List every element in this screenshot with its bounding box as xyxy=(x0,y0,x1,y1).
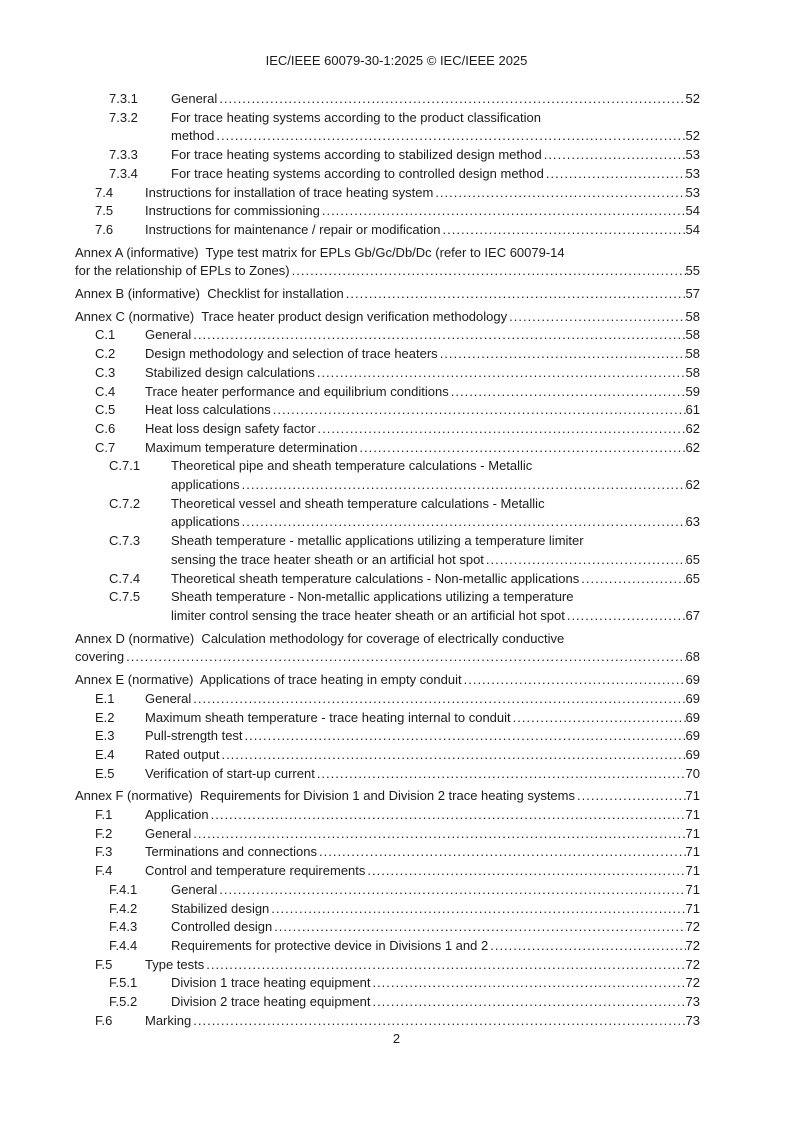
toc-entry-number: 7.3.1 xyxy=(109,91,138,106)
dot-leader xyxy=(511,709,686,728)
toc-entry-number: C.7.1 xyxy=(109,458,141,474)
toc-entry-text: Trace heater performance and equilibrium conditions xyxy=(145,383,449,399)
toc-entry-text: General xyxy=(171,881,218,897)
toc-entry[interactable] xyxy=(75,881,700,900)
toc-entry-line xyxy=(145,326,700,345)
toc-entry-number: 7.3.2 xyxy=(109,109,138,125)
toc-entry[interactable] xyxy=(75,974,700,993)
toc-entry[interactable] xyxy=(75,146,700,165)
toc-entry[interactable] xyxy=(75,787,700,806)
toc-entry-line xyxy=(171,588,700,607)
dot-leader xyxy=(315,364,686,383)
toc-entry-text: Instructions for installation of trace heating system xyxy=(145,184,434,200)
toc-entry-number: C.5 xyxy=(95,402,116,418)
toc-entry-line xyxy=(145,843,700,862)
toc-entry[interactable] xyxy=(75,671,700,690)
toc-entry-text: Annex E (normative) Applications of trace heating in empty conduit xyxy=(75,672,462,688)
toc-entry-text: General xyxy=(171,91,218,106)
dot-leader xyxy=(315,765,686,784)
toc-entry-line xyxy=(145,956,700,975)
toc-entry[interactable] xyxy=(75,495,700,532)
toc-entry-number: C.7.2 xyxy=(109,495,141,511)
toc-page-number: 61 xyxy=(685,402,700,418)
toc-entry-text: Stabilized design xyxy=(171,900,270,916)
toc-entry-number: C.6 xyxy=(95,420,116,436)
toc-entry-line xyxy=(171,993,700,1012)
toc-entry-text: Theoretical sheath temperature calculations - Non-metallic applications xyxy=(171,570,580,586)
toc-page-number: 58 xyxy=(685,346,700,362)
toc-entry-line xyxy=(145,806,700,825)
toc-entry[interactable] xyxy=(75,221,700,240)
dot-leader xyxy=(214,127,685,146)
toc-entry-text: Instructions for commissioning xyxy=(145,203,320,219)
toc-entry-text: Division 1 trace heating equipment xyxy=(171,975,371,991)
toc-page-number: 52 xyxy=(685,91,700,106)
toc-entry-number: C.1 xyxy=(95,327,116,343)
dot-leader xyxy=(269,900,685,919)
toc-entry-text: Theoretical vessel and sheath temperature calculations - Metallic xyxy=(171,495,545,511)
toc-entry-line xyxy=(171,570,700,589)
dot-leader xyxy=(272,918,685,937)
toc-entry-text: Marking xyxy=(145,1012,192,1028)
toc-page-number: 71 xyxy=(685,863,700,879)
dot-leader xyxy=(240,476,686,495)
toc-entry-text: Application xyxy=(145,807,209,823)
toc-entry-number: C.7.5 xyxy=(109,589,141,605)
dot-leader xyxy=(449,383,686,402)
toc-entry-number: C.7 xyxy=(95,439,116,455)
toc-entry-line xyxy=(145,221,700,240)
toc-entry[interactable] xyxy=(75,532,700,569)
toc-page-number: 65 xyxy=(685,570,700,586)
toc-entry-line xyxy=(171,513,700,532)
toc-entry-line xyxy=(145,862,700,881)
toc-page-number: 69 xyxy=(685,709,700,725)
toc-entry-line xyxy=(145,709,700,728)
toc-entry-number: F.1 xyxy=(95,807,113,823)
toc-entry[interactable] xyxy=(75,900,700,919)
toc-entry[interactable] xyxy=(75,401,700,420)
toc-entry-line xyxy=(171,532,700,551)
toc-entry-text: Terminations and connections xyxy=(145,844,317,860)
toc-entry-text: Heat loss design safety factor xyxy=(145,420,316,436)
toc-entry[interactable] xyxy=(75,843,700,862)
toc-entry-line xyxy=(171,937,700,956)
toc-entry-line xyxy=(75,787,700,806)
page-footer-number: 2 xyxy=(392,1031,401,1046)
toc-entry-text: For trace heating systems according to stabilized design method xyxy=(171,147,542,163)
dot-leader xyxy=(575,787,686,806)
dot-leader xyxy=(191,1012,685,1031)
toc-entry-number: F.2 xyxy=(95,825,113,841)
toc-page-number: 57 xyxy=(685,286,700,302)
toc-entry-number: 7.5 xyxy=(95,203,114,219)
dot-leader xyxy=(191,690,685,709)
toc-entry-number: F.3 xyxy=(95,844,113,860)
toc-entry-text: Sheath temperature - Non-metallic applications utilizing a temperature xyxy=(171,589,574,605)
dot-leader xyxy=(124,648,685,667)
toc-page-number: 69 xyxy=(685,672,700,688)
toc-entry-line xyxy=(75,648,700,667)
toc-page-number: 53 xyxy=(685,147,700,163)
dot-leader xyxy=(204,956,685,975)
toc-entry-text: For trace heating systems according to controlled design method xyxy=(171,165,544,181)
toc-entry-number: E.2 xyxy=(95,709,115,725)
dot-leader xyxy=(441,221,686,240)
toc-entry-number: 7.3.3 xyxy=(109,147,138,163)
toc-entry[interactable] xyxy=(75,588,700,625)
toc-page-number: 55 xyxy=(685,263,700,279)
toc-entry-line xyxy=(75,308,700,327)
toc-entry-line xyxy=(171,900,700,919)
toc-entry[interactable] xyxy=(75,746,700,765)
toc-entry-number: 7.6 xyxy=(95,221,114,237)
toc-entry-line xyxy=(75,671,700,690)
toc-entry[interactable] xyxy=(75,202,700,221)
toc-entry[interactable] xyxy=(75,184,700,203)
toc-entry-text: Heat loss calculations xyxy=(145,402,271,418)
toc-entry-line xyxy=(171,974,700,993)
toc-entry-text: Division 2 trace heating equipment xyxy=(171,994,371,1010)
dot-leader xyxy=(209,806,686,825)
toc-entry-line xyxy=(75,285,700,304)
toc-entry-text: Annex B (informative) Checklist for installation xyxy=(75,286,344,302)
toc-page-number: 62 xyxy=(685,439,700,455)
toc-entry-number: F.5.2 xyxy=(109,994,138,1010)
dot-leader xyxy=(507,308,685,327)
toc-entry[interactable] xyxy=(75,862,700,881)
toc-page-number: 72 xyxy=(685,956,700,972)
toc-entry-text: Type tests xyxy=(145,956,205,972)
toc-page-number: 72 xyxy=(685,975,700,991)
toc-entry-line xyxy=(75,244,700,263)
toc-page-number: 72 xyxy=(685,919,700,935)
toc-entry-text: sensing the trace heater sheath or an artificial hot spot xyxy=(171,551,484,567)
toc-entry-text: Verification of start-up current xyxy=(145,765,315,781)
dot-leader xyxy=(462,671,686,690)
dot-leader xyxy=(320,202,686,221)
toc-entry-line xyxy=(145,727,700,746)
toc-entry[interactable] xyxy=(75,690,700,709)
toc-entry[interactable] xyxy=(75,937,700,956)
toc-entry-text: Annex A (informative) Type test matrix for EPLs Gb/Gc/Db/Dc (refer to IEC 60079-14 xyxy=(75,244,565,260)
toc-entry-number: C.2 xyxy=(95,346,116,362)
toc-page-number: 73 xyxy=(685,1012,700,1028)
toc-entry-text: for the relationship of EPLs to Zones) xyxy=(75,263,290,279)
dot-leader xyxy=(316,420,686,439)
toc-entry[interactable] xyxy=(75,727,700,746)
toc-page-number: 65 xyxy=(685,551,700,567)
toc-page-number: 58 xyxy=(685,308,700,324)
toc-entry-number: F.6 xyxy=(95,1012,113,1028)
toc-entry-number: E.1 xyxy=(95,690,115,706)
dot-leader xyxy=(370,974,685,993)
toc-entry-number: C.4 xyxy=(95,383,116,399)
toc-entry[interactable] xyxy=(75,90,700,109)
toc-entry-line xyxy=(145,420,700,439)
toc-entry-text: covering xyxy=(75,649,125,665)
toc-entry-line xyxy=(145,345,700,364)
toc-page-number: 58 xyxy=(685,327,700,343)
toc-page-number: 69 xyxy=(685,728,700,744)
dot-leader xyxy=(370,993,685,1012)
toc-entry-text: Pull-strength test xyxy=(145,728,243,744)
toc-entry[interactable] xyxy=(75,364,700,383)
toc-page-number: 68 xyxy=(685,649,700,665)
dot-leader xyxy=(290,262,686,281)
toc-entry-number: F.4.1 xyxy=(109,881,138,897)
toc-page-number: 52 xyxy=(685,128,700,144)
dot-leader xyxy=(542,146,686,165)
dot-leader xyxy=(217,90,685,109)
toc-entry-text: limiter control sensing the trace heater sheath or an artificial hot spot xyxy=(171,607,565,623)
toc-entry-text: Maximum sheath temperature - trace heating internal to conduit xyxy=(145,709,511,725)
toc-entry-line xyxy=(145,364,700,383)
toc-entry-number: F.4 xyxy=(95,863,113,879)
toc-entry-line xyxy=(171,495,700,514)
toc-entry-number: E.5 xyxy=(95,765,115,781)
toc-entry-number: 7.3.4 xyxy=(109,165,138,181)
page-header: IEC/IEEE 60079-30-1:2025 © IEC/IEEE 2025 xyxy=(265,53,528,68)
toc-entry[interactable] xyxy=(75,825,700,844)
toc-entry[interactable] xyxy=(75,244,700,281)
toc-entry-line xyxy=(171,146,700,165)
toc-entry-line xyxy=(171,607,700,626)
dot-leader xyxy=(217,881,685,900)
toc-entry-number: F.4.2 xyxy=(109,900,138,916)
dot-leader xyxy=(240,513,686,532)
toc-entry-text: General xyxy=(145,327,192,343)
toc-entry-line xyxy=(171,551,700,570)
dot-leader xyxy=(433,184,685,203)
dot-leader xyxy=(438,345,686,364)
toc-entry-text: Stabilized design calculations xyxy=(145,364,315,380)
toc-page-number: 71 xyxy=(685,844,700,860)
toc-page-number: 69 xyxy=(685,746,700,762)
toc-entry[interactable] xyxy=(75,956,700,975)
toc-entry[interactable] xyxy=(75,345,700,364)
toc-page-number: 71 xyxy=(685,788,700,804)
dot-leader xyxy=(243,727,686,746)
toc-entry-number: F.5.1 xyxy=(109,975,138,991)
toc-entry-line xyxy=(145,765,700,784)
toc-entry-line xyxy=(171,127,700,146)
toc-entry-text: Rated output xyxy=(145,746,220,762)
toc-entry[interactable] xyxy=(75,765,700,784)
toc-entry-number: E.3 xyxy=(95,728,115,744)
toc-entry[interactable] xyxy=(75,918,700,937)
toc-entry-text: Control and temperature requirements xyxy=(145,863,366,879)
toc-page-number: 62 xyxy=(685,477,700,493)
toc-entry[interactable] xyxy=(75,308,700,327)
toc-entry[interactable] xyxy=(75,383,700,402)
toc-entry-text: Requirements for protective device in Divisions 1 and 2 xyxy=(171,937,489,953)
toc-entry-line xyxy=(171,109,700,128)
toc-entry-line xyxy=(145,1012,700,1031)
dot-leader xyxy=(357,439,685,458)
toc-entry[interactable] xyxy=(75,326,700,345)
toc-entry[interactable] xyxy=(75,570,700,589)
toc-entry[interactable] xyxy=(75,420,700,439)
toc-entry[interactable] xyxy=(75,457,700,494)
toc-entry-text: Theoretical pipe and sheath temperature calculations - Metallic xyxy=(171,458,533,474)
dot-leader xyxy=(191,825,685,844)
toc-entry-text: General xyxy=(145,825,192,841)
toc-page-number: 73 xyxy=(685,994,700,1010)
toc-entry-number: 7.4 xyxy=(95,184,114,200)
toc-entry-number: C.7.4 xyxy=(109,570,141,586)
toc-entry[interactable] xyxy=(75,439,700,458)
toc-page-number: 69 xyxy=(685,690,700,706)
toc-entry-line xyxy=(145,184,700,203)
toc-entry-text: applications xyxy=(171,514,240,530)
dot-leader xyxy=(317,843,686,862)
toc-entry-number: F.4.4 xyxy=(109,937,138,953)
toc-entry-line xyxy=(145,690,700,709)
toc-page-number: 72 xyxy=(685,937,700,953)
toc-entry-text: Controlled design xyxy=(171,919,273,935)
toc-entry-line xyxy=(145,746,700,765)
toc-page-number: 54 xyxy=(685,203,700,219)
toc-entry[interactable] xyxy=(75,806,700,825)
toc-page-number: 58 xyxy=(685,364,700,380)
toc-page-number: 71 xyxy=(685,825,700,841)
toc-page-number: 59 xyxy=(685,383,700,399)
toc-entry-number: C.3 xyxy=(95,364,116,380)
toc-page-number: 54 xyxy=(685,221,700,237)
toc-entry-line xyxy=(75,630,700,649)
toc-page-number: 53 xyxy=(685,165,700,181)
dot-leader xyxy=(488,937,685,956)
toc-page-number: 70 xyxy=(685,765,700,781)
toc-entry-text: Sheath temperature - metallic applications utilizing a temperature limiter xyxy=(171,533,584,549)
toc-entry[interactable] xyxy=(75,165,700,184)
dot-leader xyxy=(484,551,686,570)
toc-entry-line xyxy=(145,825,700,844)
toc-entry-text: applications xyxy=(171,477,240,493)
toc-entry-line xyxy=(75,262,700,281)
toc-entry-line xyxy=(171,881,700,900)
toc-entry-line xyxy=(171,918,700,937)
toc-entry-text: Annex F (normative) Requirements for Division 1 and Division 2 trace heating systems xyxy=(75,788,575,804)
toc-entry-text: Annex D (normative) Calculation methodology for coverage of electrically conductive xyxy=(75,630,565,646)
toc-entry-line xyxy=(145,383,700,402)
toc-entry-text: Instructions for maintenance / repair or modification xyxy=(145,221,441,237)
dot-leader xyxy=(219,746,685,765)
toc-entry[interactable] xyxy=(75,993,700,1012)
dot-leader xyxy=(344,285,686,304)
toc-entry-number: F.4.3 xyxy=(109,919,138,935)
toc-page-number: 63 xyxy=(685,514,700,530)
toc-entry-text: For trace heating systems according to the product classification xyxy=(171,109,541,125)
toc-entry-text: Maximum temperature determination xyxy=(145,439,358,455)
toc-page-number: 71 xyxy=(685,881,700,897)
toc-entry-text: Annex C (normative) Trace heater product design verification methodology xyxy=(75,308,508,324)
dot-leader xyxy=(365,862,685,881)
toc-entry-line xyxy=(171,165,700,184)
toc-entry-line xyxy=(171,90,700,109)
toc-entry-number: F.5 xyxy=(95,956,113,972)
toc-entry-text: method xyxy=(171,128,215,144)
dot-leader xyxy=(544,165,686,184)
toc-entry[interactable] xyxy=(75,630,700,667)
toc-page-number: 62 xyxy=(685,420,700,436)
dot-leader xyxy=(271,401,686,420)
toc-entry-line xyxy=(171,457,700,476)
toc-entry-number: E.4 xyxy=(95,746,115,762)
toc-entry[interactable] xyxy=(75,1012,700,1031)
dot-leader xyxy=(191,326,685,345)
toc-page-number: 71 xyxy=(685,807,700,823)
toc-page-number: 71 xyxy=(685,900,700,916)
toc-entry[interactable] xyxy=(75,285,700,304)
dot-leader xyxy=(565,607,686,626)
toc-entry-line xyxy=(145,401,700,420)
dot-leader xyxy=(579,570,685,589)
toc-entry-line xyxy=(145,202,700,221)
toc-entry-number: C.7.3 xyxy=(109,533,141,549)
toc-entry[interactable] xyxy=(75,709,700,728)
toc-entry-text: General xyxy=(145,690,192,706)
toc-entry[interactable] xyxy=(75,109,700,146)
toc-entry-text: Design methodology and selection of trace heaters xyxy=(145,346,438,362)
toc-entry-line xyxy=(145,439,700,458)
toc-page-number: 53 xyxy=(685,184,700,200)
toc-list xyxy=(75,90,700,1030)
toc-page-number: 67 xyxy=(685,607,700,623)
toc-entry-line xyxy=(171,476,700,495)
